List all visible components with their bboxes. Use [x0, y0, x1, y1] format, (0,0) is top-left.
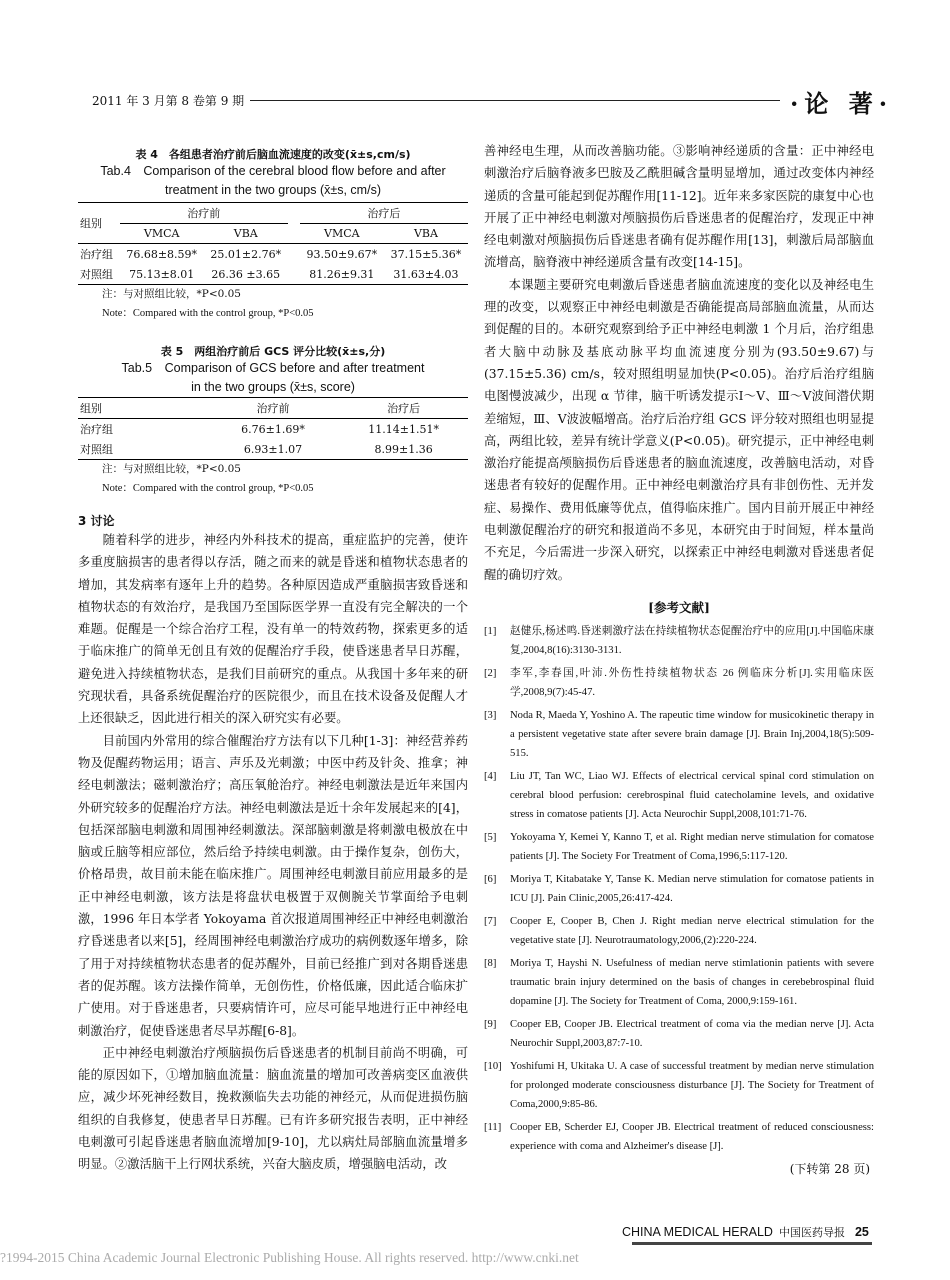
table-row	[78, 419, 468, 440]
right-column	[484, 140, 874, 1177]
table4-sub-header: VMCA	[143, 227, 180, 240]
table-row	[78, 244, 468, 265]
table5-caption-en-2: in the two groups (x̄±s, score)	[191, 380, 355, 394]
table4-cell: 31.63±4.03	[393, 267, 459, 281]
table4-cell: 93.50±9.67*	[306, 247, 378, 261]
table5-cell: 治疗组	[80, 423, 113, 436]
table4-note-en: Note：Compared with the control group, *P<0.05	[102, 308, 314, 319]
table4-caption-en-2: treatment in the two groups (x̄±s, cm/s)	[165, 183, 381, 197]
reference-number: [4]	[484, 770, 497, 782]
reference-text: Moriya T, Hayshi N. Usefulness of median nerve stimlationin patients with severe traumatic brain injury determined on the basis of changes in cerebebrospinal fluid dopamine [J]. The Society for Treatment of Coma, 2000,9:159-161.	[510, 957, 874, 1007]
section-title: ·论 著·	[790, 89, 894, 118]
table4-caption-en-1: Tab.4 Comparison of the cerebral blood flow before and after	[100, 164, 446, 178]
reference-item	[484, 1015, 874, 1053]
continued-note: (下转第 28 页)	[789, 1161, 870, 1176]
reference-text: Cooper EB, Cooper JB. Electrical treatment of coma via the median nerve [J]. Acta Neurochir Suppl,2003,87:7-10.	[510, 1018, 874, 1049]
journal-name-en: CHINA MEDICAL HERALD	[622, 1225, 773, 1239]
discussion-paragraph-3-continued: 善神经电生理，从而改善脑功能。③影响神经递质的含量：正中神经电刺激治疗后脑脊液多巴胺及乙酰胆碱含量明显增加，通过改变体内神经递质的含量可能起到促苏醒作用[11-12]。近年来多家医院的康复中心也开展了正中神经电刺激对颅脑损伤后昏迷患者的促醒治疗，发现正中神经电刺激对颅脑损伤后昏迷患者确有促苏醒作用[13]，刺激后局部脑血流增高，脑脊液中神经递质含量有改变[14-15]。	[484, 144, 874, 270]
reference-number: [9]	[484, 1018, 497, 1030]
reference-text: Yokoyama Y, Kemei Y, Kanno T, et al. Right median nerve stimulation for comatose patients [J]. The Society For Treatment of Coma,1996,5:117-120.	[510, 831, 874, 862]
reference-number: [5]	[484, 831, 497, 843]
table5-caption-en-1: Tab.5 Comparison of GCS before and after treatment	[121, 361, 425, 375]
table4-col-after: 治疗后	[300, 203, 468, 224]
reference-text: Cooper EB, Scherder EJ, Cooper JB. Electrical treatment of reduced consciousness: experience with coma and Alzheimer's disease [J].	[510, 1121, 874, 1152]
table4-cell: 81.26±9.31	[309, 267, 375, 281]
reference-item	[484, 622, 874, 660]
table4-cell: 25.01±2.76*	[210, 247, 282, 261]
reference-number: [1]	[484, 625, 497, 637]
table4-sub-header: VMCA	[324, 227, 360, 240]
left-column	[78, 140, 468, 1176]
page-number: 25	[854, 1225, 869, 1239]
table4-cell: 75.13±8.01	[129, 267, 195, 281]
reference-item	[484, 954, 874, 1011]
reference-item	[484, 1118, 874, 1156]
table5-note-cn: 注：与对照组比较，*P<0.05	[102, 463, 241, 475]
table5-cell: 6.93±1.07	[243, 442, 303, 456]
reference-number: [7]	[484, 915, 497, 927]
reference-number: [2]	[484, 667, 497, 679]
table4-cell: 76.68±8.59*	[126, 247, 198, 261]
journal-footer	[622, 1224, 869, 1240]
table5-col-before: 治疗前	[256, 402, 290, 415]
table4-cell: 26.36 ±3.65	[211, 267, 281, 281]
reference-number: [10]	[484, 1060, 502, 1072]
reference-text: Liu JT, Tan WC, Liao WJ. Effects of electrical cervical spinal cord stimulation on cerebral blood perfusion: cerebrospinal fluid catecholamine levels, and oxidative stress in comatose patients [J]. Acta Neurochir Suppl,2008,101:71-76.	[510, 770, 874, 820]
table5-note-en: Note：Compared with the control group, *P<0.05	[102, 483, 314, 494]
reference-item	[484, 706, 874, 763]
table5-cell: 8.99±1.36	[374, 442, 433, 456]
table4-cell: 对照组	[80, 268, 113, 281]
reference-item	[484, 828, 874, 866]
reference-text: 李军,李春国,叶沛.外伤性持续植物状态 26 例临床分析[J].实用临床医学,2008,9(7):45-47.	[510, 667, 874, 698]
reference-number: [8]	[484, 957, 497, 969]
discussion-paragraph-4: 本课题主要研究电刺激后昏迷患者脑血流速度的变化以及神经电生理的改变，以观察正中神经电刺激是否确能提高局部脑血流量，从而达到促醒的目的。本研究观察到给予正中神经电刺激 1 个月后，治疗组患者大脑中动脉及基底动脉平均血流速度分别为(93.50±9.67)与(37.15±5.36) cm/s，较对照组明显加快(P<0.05)。治疗后治疗组脑电图慢波减少，出现 α 节律，脑干听诱发提示Ⅰ～Ⅴ、Ⅲ～Ⅴ波间潜伏期差缩短，Ⅲ、Ⅴ波波幅增高。治疗后治疗组 GCS 评分较对照组也明显提高，两组比较，差异有统计学意义(P<0.05)。研究提示，正中神经电刺激治疗能提高颅脑损伤后昏迷患者的脑血流速度，改善脑电活动，对昏迷患者有较好的促醒作用。正中神经电刺激治疗具有非创伤性、无并发症、易操作、费用低廉等优点，值得临床推广。国内目前开展正中神经电刺激促醒治疗的研究和报道尚不多见，本研究由于时间短，样本量尚不充足，今后需进一步深入研究，以探索正中神经电刺激对昏迷患者促醒的确切疗效。	[484, 277, 874, 582]
reference-number: [6]	[484, 873, 497, 885]
table5-col-after: 治疗后	[387, 402, 421, 415]
table-row	[78, 264, 468, 285]
reference-text: Yoshifumi H, Ukitaka U. A case of successful treatment by median nerve stimulation for prolonged moderate consciousness disturbance [J]. The Society for Treatment of Coma,2000,9:85-86.	[510, 1060, 874, 1110]
copyright-watermark: ?1994-2015 China Academic Journal Electronic Publishing House. All rights reserved. http://www.cnki.net	[0, 1250, 579, 1265]
table4-cell: 治疗组	[80, 248, 113, 261]
reference-item	[484, 870, 874, 908]
table4-cell: 37.15±5.36*	[390, 247, 462, 261]
table4-col-before: 治疗前	[120, 203, 288, 224]
journal-name-cn: 中国医药导报	[778, 1226, 845, 1239]
reference-item	[484, 767, 874, 824]
table4-col-group: 组别	[80, 217, 102, 230]
discussion-paragraph-3: 正中神经电刺激治疗颅脑损伤后昏迷患者的机制目前尚不明确，可能的原因如下，①增加脑血流量：脑血流量的增加可改善病变区血液供应，减少坏死神经数目，挽救濒临失去功能的神经元，从而促进损伤脑组织的自我修复，使患者早日苏醒。已有许多研究报告表明，正中神经电刺激可引起昏迷患者脑血流增加[9-10]，尤以病灶局部脑血流量增多明显。②激活脑干上行网状系统，兴奋大脑皮质，增强脑电活动，改	[78, 1045, 468, 1172]
reference-text: Cooper E, Cooper B, Chen J. Right median nerve electrical stimulation for the vegetative state [J]. Neurotraumatology,2006,(2):220-224.	[510, 915, 874, 946]
table5-cell: 6.76±1.69*	[241, 422, 305, 436]
discussion-paragraph-1: 随着科学的进步，神经内外科技术的提高，重症监护的完善，使许多重度脑损害的患者得以存活，随之而来的就是昏迷和植物状态患者的增加，其发病率有逐年上升的趋势。各种原因造成严重脑损害致昏迷和植物状态的有效治疗，是我国乃至国际医学界一直没有完全解决的一个难题。促醒是一个综合治疗工程，没有单一的特效药物，探索更多的适于临床推广的简单无创且有效的促醒治疗手段，使昏迷患者早日苏醒，避免进入持续植物状态，是我们目前研究的重点。从我国十多年来的研究现状看，具备系统促醒治疗的医院很少，而且在技术设备及促醒人才上还很缺乏，因此进行相关的深入研究实有必要。	[78, 533, 468, 726]
reference-item	[484, 912, 874, 950]
table4	[78, 202, 468, 285]
reference-item	[484, 1057, 874, 1114]
table4-note-cn: 注：与对照组比较，*P<0.05	[102, 288, 241, 300]
table4-sub-header: VBA	[233, 227, 258, 240]
footer-rule	[632, 1242, 872, 1245]
references-title: [参考文献]	[648, 599, 710, 615]
section-heading-discussion: 3 讨论	[78, 514, 115, 528]
table5-col-group: 组别	[80, 402, 102, 415]
reference-number: [11]	[484, 1121, 502, 1133]
table4-caption-cn: 表 4 各组患者治疗前后脑血流速度的改变(x̄±s,cm/s)	[135, 148, 411, 161]
table-row	[78, 439, 468, 460]
discussion-paragraph-2: 目前国内外常用的综合催醒治疗方法有以下几种[1-3]：神经营养药物及促醒药物运用；语言、声乐及光刺激；中医中药及针灸、推拿；神经电刺激法；磁刺激治疗；高压氧舱治疗。神经电刺激法是近年来国内外研究较多的促醒治疗方法。神经电刺激法是近十余年发展起来的[4]，包括深部脑电刺激和周围神经刺激法。深部脑刺激是将刺激电极放在中脑或丘脑等相应部位，然后给予持续电刺激。由于操作复杂，创伤大，价格昂贵，故目前未能在临床推广。周围神经电刺激目前应用最多的是正中神经电刺激，该方法是将盘状电极置于双侧腕关节掌面给予电刺激，1996 年日本学者 Yokoyama 首次报道周围神经正中神经电刺激治疗昏迷患者以来[5]，经周围神经电刺激治疗成功的病例数逐年增多，除了用于对持续植物状态患者的促苏醒外，目前已经推广到对各期昏迷患者的促苏醒。该方法操作简单，无创伤性，价格低廉，因此适合临床扩广使用。对于昏迷患者，只要病情许可，应尽可能早地进行正中神经电刺激治疗，促使昏迷患者尽早苏醒[6-8]。	[78, 733, 468, 1038]
reference-text: 赵健乐,杨述鸣.昏迷刺激疗法在持续植物状态促醒治疗中的应用[J].中国临床康复,2004,8(16):3130-3131.	[510, 625, 874, 656]
reference-item	[484, 664, 874, 702]
table5-caption-cn: 表 5 两组治疗前后 GCS 评分比较(x̄±s,分)	[160, 345, 386, 358]
reference-list	[484, 622, 874, 1156]
table5	[78, 397, 468, 460]
issue-date: 2011 年 3 月第 8 卷第 9 期	[92, 94, 245, 108]
reference-number: [3]	[484, 709, 497, 721]
table4-sub-header: VBA	[413, 227, 438, 240]
reference-text: Noda R, Maeda Y, Yoshino A. The rapeutic time window for musicokinetic therapy in a persistent vegetative state after severe brain damage [J]. Brain Inj,2004,18(5):509-515.	[510, 709, 874, 759]
header-rule	[250, 100, 780, 101]
table5-cell: 11.14±1.51*	[368, 422, 439, 436]
reference-text: Moriya T, Kitabatake Y, Tanse K. Median nerve stimulation for comatose patients in ICU [J]. Pain Clinic,2005,26:417-424.	[510, 873, 874, 904]
table5-cell: 对照组	[80, 443, 113, 456]
